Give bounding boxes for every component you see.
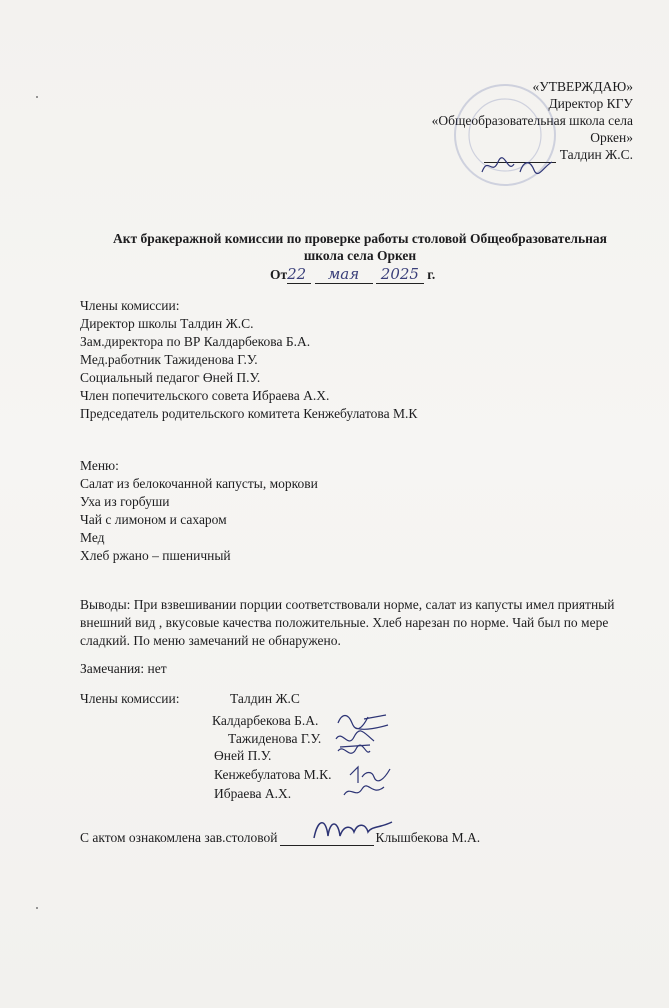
- signer-name: Өней П.У.: [214, 748, 272, 763]
- date-prefix: От: [270, 267, 288, 282]
- signature-image: [334, 741, 374, 765]
- approval-signer: Талдин Ж.С.: [559, 147, 633, 162]
- approval-organization-end: Оркен»: [590, 130, 633, 145]
- commission-member: Зам.директора по ВР Калдарбекова Б.А.: [80, 334, 311, 349]
- commission-member: Директор школы Талдин Ж.С.: [80, 316, 254, 331]
- approval-position: Директор КГУ: [548, 96, 633, 111]
- document-title: [80, 231, 640, 264]
- commission-member: Социальный педагог Өней П.У.: [80, 370, 261, 385]
- director-signature-image: [478, 152, 558, 182]
- signature-label: Члены комиссии:: [80, 691, 180, 706]
- date-year: 2025: [376, 265, 424, 284]
- acknowledgement-text: С актом ознакомлена зав.столовой: [80, 830, 278, 845]
- menu-item: Хлеб ржано – пшеничный: [80, 548, 231, 563]
- commission-list: [80, 297, 417, 423]
- conclusions-paragraph: Выводы: При взвешивании порции соответствовали норме, салат из капусты имел приятный внешний вид , вкусовые качества положительные. Хлеб нарезан по норме. Чай был по мере сладкий. По меню замечаний не обнаружено.: [80, 597, 615, 648]
- acknowledgement-line: [80, 830, 480, 846]
- scan-mark: [36, 96, 38, 98]
- commission-member: Член попечительского совета Ибраева А.Х.: [80, 388, 330, 403]
- signature-image: [308, 812, 398, 848]
- document-date: [270, 265, 435, 284]
- menu-item: Мед: [80, 530, 105, 545]
- title-line-2: школа села Оркен: [303, 247, 417, 263]
- date-day: 22: [287, 265, 311, 284]
- approval-organization: «Общеобразовательная школа села: [431, 113, 633, 128]
- acknowledgement-name: Клышбекова М.А.: [375, 830, 481, 845]
- signature-image: [340, 781, 390, 803]
- commission-member: Председатель родительского комитета Кенжебулатова М.К: [80, 406, 418, 421]
- menu-item: Салат из белокочанной капусты, моркови: [80, 476, 318, 491]
- approval-heading: «УТВЕРЖДАЮ»: [532, 79, 633, 94]
- signer-name: Калдарбекова Б.А.: [212, 713, 319, 728]
- scan-mark: [36, 907, 38, 909]
- date-suffix: г.: [427, 267, 436, 282]
- commission-member: Мед.работник Тажиденова Г.У.: [80, 352, 258, 367]
- signer-name: Кенжебулатова М.К.: [214, 767, 332, 782]
- menu-item: Чай с лимоном и сахаром: [80, 512, 227, 527]
- remarks-line: Замечания: нет: [80, 661, 167, 676]
- menu-item: Уха из горбуши: [80, 494, 170, 509]
- menu-list: [80, 457, 318, 565]
- signer-name: Тажиденова Г.У.: [228, 731, 322, 746]
- signer-name: Талдин Ж.С: [230, 691, 300, 706]
- menu-heading: Меню:: [80, 458, 119, 473]
- date-month: мая: [315, 265, 373, 284]
- commission-heading: Члены комиссии:: [80, 298, 180, 313]
- signer-name: Ибраева А.Х.: [214, 786, 292, 801]
- title-line-1: Акт бракеражной комиссии по проверке работы столовой Общеобразовательная: [113, 231, 607, 246]
